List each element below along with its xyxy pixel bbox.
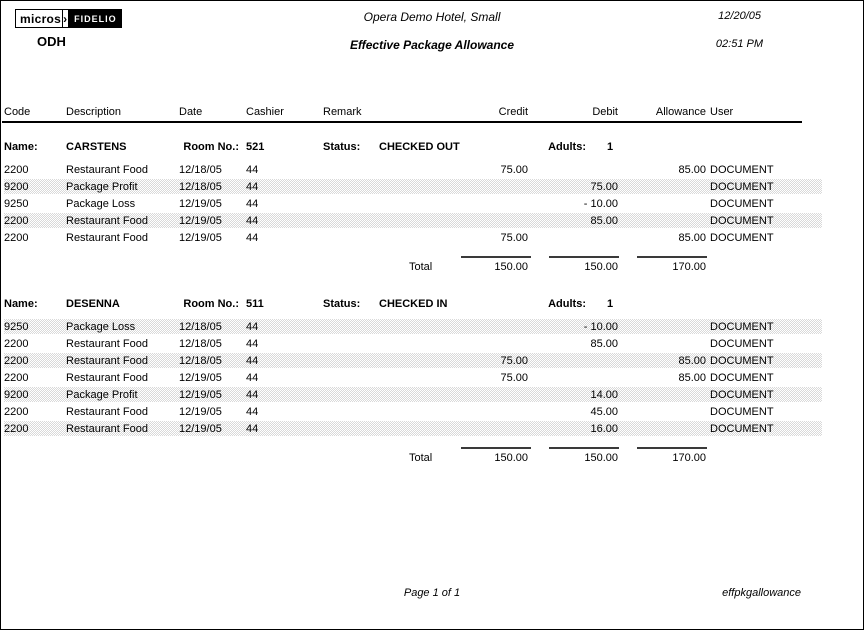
charge-description: Restaurant Food (66, 214, 148, 227)
charge-credit: 75.00 (500, 231, 528, 244)
property-code: ODH (37, 34, 66, 49)
charge-description: Restaurant Food (66, 405, 148, 418)
guest-status: CHECKED OUT (379, 141, 460, 153)
charge-row (2, 352, 822, 369)
charge-date: 12/19/05 (179, 214, 222, 227)
charge-allowance: 85.00 (678, 371, 706, 384)
room-label: Room No.: (183, 141, 239, 153)
charge-code: 2200 (4, 422, 29, 435)
section-rows (2, 318, 822, 437)
charge-user: DOCUMENT (710, 354, 774, 367)
page-number: Page 1 of 1 (403, 587, 461, 599)
charge-cashier: 44 (246, 422, 259, 435)
column-header-description: Description (66, 106, 122, 118)
charge-debit: - 10.00 (583, 320, 618, 333)
charge-description: Restaurant Food (66, 422, 148, 435)
charge-cashier: 44 (246, 388, 259, 401)
total-label: Total (409, 452, 433, 464)
charge-date: 12/18/05 (179, 354, 222, 367)
charge-row (2, 195, 822, 212)
hotel-name: Opera Demo Hotel, Small (363, 10, 501, 24)
print-time: 02:51 PM (715, 38, 763, 50)
charge-user: DOCUMENT (710, 388, 774, 401)
charge-code: 9250 (4, 197, 29, 210)
charge-date: 12/19/05 (179, 371, 222, 384)
charge-description: Restaurant Food (66, 371, 148, 384)
guest-status: CHECKED IN (379, 298, 448, 310)
charge-description: Package Profit (66, 388, 138, 401)
debit-total: 150.00 (584, 452, 618, 464)
credit-total: 150.00 (494, 452, 528, 464)
charge-code: 9200 (4, 388, 29, 401)
charge-date: 12/19/05 (179, 422, 222, 435)
column-header-remark: Remark (323, 106, 362, 118)
charge-user: DOCUMENT (710, 422, 774, 435)
adults-label: Adults: (548, 141, 586, 153)
adults-count: 1 (606, 298, 614, 310)
adults-label: Adults: (548, 298, 586, 310)
charge-user: DOCUMENT (710, 180, 774, 193)
table-header-row (2, 105, 822, 119)
charge-cashier: 44 (246, 337, 259, 350)
charge-code: 2200 (4, 354, 29, 367)
print-date: 12/20/05 (718, 10, 761, 22)
charge-code: 2200 (4, 214, 29, 227)
charge-date: 12/18/05 (179, 320, 222, 333)
charge-code: 2200 (4, 405, 29, 418)
section-rows (2, 161, 822, 246)
header-rule (2, 121, 802, 123)
name-label: Name: (4, 298, 38, 310)
guest-section (2, 296, 822, 471)
charge-cashier: 44 (246, 163, 259, 176)
guest-section (2, 139, 822, 280)
charge-description: Package Profit (66, 180, 138, 193)
charge-description: Restaurant Food (66, 354, 148, 367)
charge-row (2, 386, 822, 403)
guest-name: DESENNA (66, 298, 120, 310)
charge-date: 12/18/05 (179, 163, 222, 176)
charge-user: DOCUMENT (710, 320, 774, 333)
charge-allowance: 85.00 (678, 231, 706, 244)
column-header-user: User (710, 106, 734, 118)
charge-cashier: 44 (246, 214, 259, 227)
guest-header-row (2, 296, 822, 313)
charge-description: Restaurant Food (66, 231, 148, 244)
allowance-total: 170.00 (672, 452, 706, 464)
charge-row (2, 420, 822, 437)
credit-total-rule (461, 256, 531, 258)
charge-code: 2200 (4, 337, 29, 350)
charge-code: 2200 (4, 163, 29, 176)
credit-total: 150.00 (494, 261, 528, 273)
status-label: Status: (323, 298, 361, 310)
report-title: Effective Package Allowance (349, 38, 515, 52)
charge-date: 12/19/05 (179, 405, 222, 418)
charge-debit: 85.00 (590, 214, 618, 227)
room-label: Room No.: (183, 298, 239, 310)
charge-row (2, 212, 822, 229)
charge-user: DOCUMENT (710, 231, 774, 244)
debit-total-rule (549, 256, 619, 258)
charge-description: Package Loss (66, 320, 136, 333)
charge-credit: 75.00 (500, 163, 528, 176)
charge-user: DOCUMENT (710, 163, 774, 176)
charge-date: 12/18/05 (179, 180, 222, 193)
column-header-cashier: Cashier (246, 106, 284, 118)
charge-date: 12/18/05 (179, 337, 222, 350)
charge-row (2, 161, 822, 178)
report-body (2, 137, 822, 471)
charge-user: DOCUMENT (710, 371, 774, 384)
charge-row (2, 318, 822, 335)
chevron-right-icon: › (63, 9, 69, 28)
charge-user: DOCUMENT (710, 197, 774, 210)
guest-name: CARSTENS (66, 141, 127, 153)
allowance-total: 170.00 (672, 261, 706, 273)
adults-count: 1 (606, 141, 614, 153)
charge-cashier: 44 (246, 354, 259, 367)
charge-cashier: 44 (246, 197, 259, 210)
charge-description: Restaurant Food (66, 163, 148, 176)
column-header-code: Code (4, 106, 31, 118)
charge-cashier: 44 (246, 371, 259, 384)
column-header-allowance: Allowance (655, 106, 706, 118)
charge-row (2, 335, 822, 352)
total-label: Total (409, 261, 433, 273)
charge-debit: 14.00 (590, 388, 618, 401)
charge-code: 2200 (4, 231, 29, 244)
room-number: 521 (246, 141, 265, 153)
charge-debit: - 10.00 (583, 197, 618, 210)
charge-code: 2200 (4, 371, 29, 384)
section-total-row (2, 445, 822, 471)
charge-cashier: 44 (246, 231, 259, 244)
credit-total-rule (461, 447, 531, 449)
charge-credit: 75.00 (500, 371, 528, 384)
micros-logo-text: micros (15, 9, 63, 28)
charge-cashier: 44 (246, 405, 259, 418)
name-label: Name: (4, 141, 38, 153)
column-header-credit: Credit (498, 106, 528, 118)
status-label: Status: (323, 141, 361, 153)
debit-total: 150.00 (584, 261, 618, 273)
charge-row (2, 403, 822, 420)
charge-code: 9250 (4, 320, 29, 333)
charge-user: DOCUMENT (710, 405, 774, 418)
charge-debit: 85.00 (590, 337, 618, 350)
charge-allowance: 85.00 (678, 163, 706, 176)
charge-date: 12/19/05 (179, 197, 222, 210)
charge-credit: 75.00 (500, 354, 528, 367)
charge-debit: 45.00 (590, 405, 618, 418)
charge-code: 9200 (4, 180, 29, 193)
charge-cashier: 44 (246, 320, 259, 333)
debit-total-rule (549, 447, 619, 449)
guest-header-row (2, 139, 822, 156)
charge-debit: 75.00 (590, 180, 618, 193)
allowance-total-rule (637, 256, 707, 258)
column-header-debit: Debit (592, 106, 618, 118)
charge-date: 12/19/05 (179, 231, 222, 244)
allowance-total-rule (637, 447, 707, 449)
fidelio-logo-text: FIDELIO (69, 9, 122, 28)
report-file-name: effpkgallowance (722, 587, 801, 599)
charge-allowance: 85.00 (678, 354, 706, 367)
charge-user: DOCUMENT (710, 214, 774, 227)
section-total-row (2, 254, 822, 280)
column-header-date: Date (179, 106, 203, 118)
charge-cashier: 44 (246, 180, 259, 193)
charge-date: 12/19/05 (179, 388, 222, 401)
charge-description: Package Loss (66, 197, 136, 210)
room-number: 511 (246, 298, 264, 310)
charge-row (2, 229, 822, 246)
charge-row (2, 369, 822, 386)
charge-user: DOCUMENT (710, 337, 774, 350)
charge-row (2, 178, 822, 195)
charge-debit: 16.00 (590, 422, 618, 435)
charge-description: Restaurant Food (66, 337, 148, 350)
